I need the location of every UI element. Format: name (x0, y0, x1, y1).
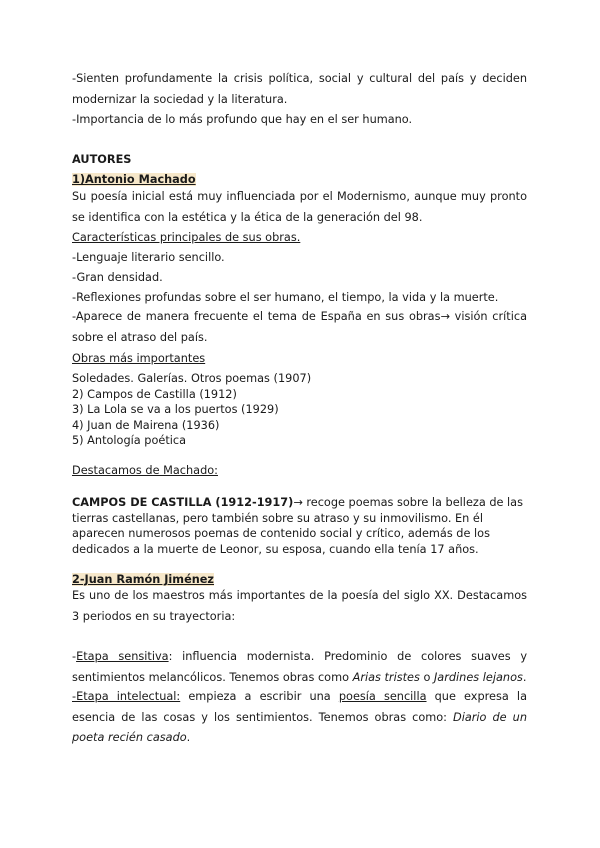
jimenez-heading-line (72, 573, 527, 586)
machado-paragraph: Su poesía inicial está muy influenciada por el Modernismo, aunque muy pronto se identifica con la estética y la ética de la generación del 98. (72, 190, 527, 224)
stage-2-label: -Etapa intelectual: (72, 690, 181, 703)
characteristic-item: -Lenguaje literario sencillo. (72, 251, 225, 264)
stage-1-work-1: Arias tristes (352, 670, 420, 684)
characteristic-item: -Gran densidad. (72, 271, 163, 284)
campos-title: CAMPOS DE CASTILLA (1912-1917) (72, 496, 294, 509)
stage-2-text-1: empieza a escribir una (180, 690, 339, 703)
work-item: 2) Campos de Castilla (1912) (72, 387, 237, 401)
work-item: 3) La Lola se va a los puertos (1929) (72, 403, 279, 416)
works-list (72, 371, 527, 449)
stage-1-end: . (522, 670, 527, 684)
work-item: Soledades. Galerías. Otros poemas (1907) (72, 372, 312, 385)
jimenez-heading: 2-Juan Ramón Jiménez (72, 573, 215, 586)
work-item: 4) Juan de Mairena (1936) (72, 418, 220, 432)
machado-heading-line (72, 173, 527, 186)
works-heading: Obras más importantes (72, 352, 206, 365)
stage-2-text-2: que expresa la esencia de las cosas y los sentimientos. Tenemos obras como: (72, 690, 527, 724)
stage-1-label: Etapa sensitiva (76, 650, 169, 663)
stage-2-work: Diario de un poeta recién casado (72, 710, 527, 744)
stage-1-or: o (419, 670, 434, 684)
stage-2-paragraph (72, 687, 527, 749)
stage-2-link: poesía sencilla (338, 690, 427, 703)
intro-line-1: -Sienten profundamente la crisis política, social y cultural del país y deciden modernizar la sociedad y la literatura. (72, 72, 527, 106)
characteristic-item: -Reflexiones profundas sobre el ser humano, el tiempo, la vida y la muerte. (72, 291, 499, 304)
authors-heading: AUTORES (72, 153, 132, 166)
characteristic-item: -Aparece de manera frecuente el tema de España en sus obras→ visión crítica sobre el atraso del país. (72, 310, 527, 344)
jimenez-paragraph: Es uno de los maestros más importantes de la poesía del siglo XX. Destacamos 3 periodos en su trayectoria: (72, 589, 527, 623)
campos-text: → recoge poemas sobre la belleza de las tierras castellanas, pero también sobre su atraso y su inmovilismo. En él aparecen numerosos poemas de contenido social y crítico, además de los dedicados a la muerte de Leonor, su esposa, cuando ella tenía 17 años. (72, 496, 523, 556)
highlight-heading: Destacamos de Machado: (72, 464, 218, 477)
stage-1-paragraph (72, 647, 527, 688)
characteristics-heading: Características principales de sus obras. (72, 231, 301, 244)
campos-paragraph (72, 495, 527, 557)
work-item: 5) Antología poética (72, 434, 187, 447)
stage-1-dash: - (72, 650, 77, 663)
stage-2-end: . (186, 731, 191, 744)
machado-heading: 1)Antonio Machado (72, 173, 196, 186)
stage-1-text: : influencia modernista. Predominio de colores suaves y sentimientos melancólicos. Tenemos obras como (72, 650, 528, 684)
stage-1-work-2: Jardines lejanos (433, 670, 523, 684)
intro-line-2: -Importancia de lo más profundo que hay en el ser humano. (72, 113, 413, 126)
